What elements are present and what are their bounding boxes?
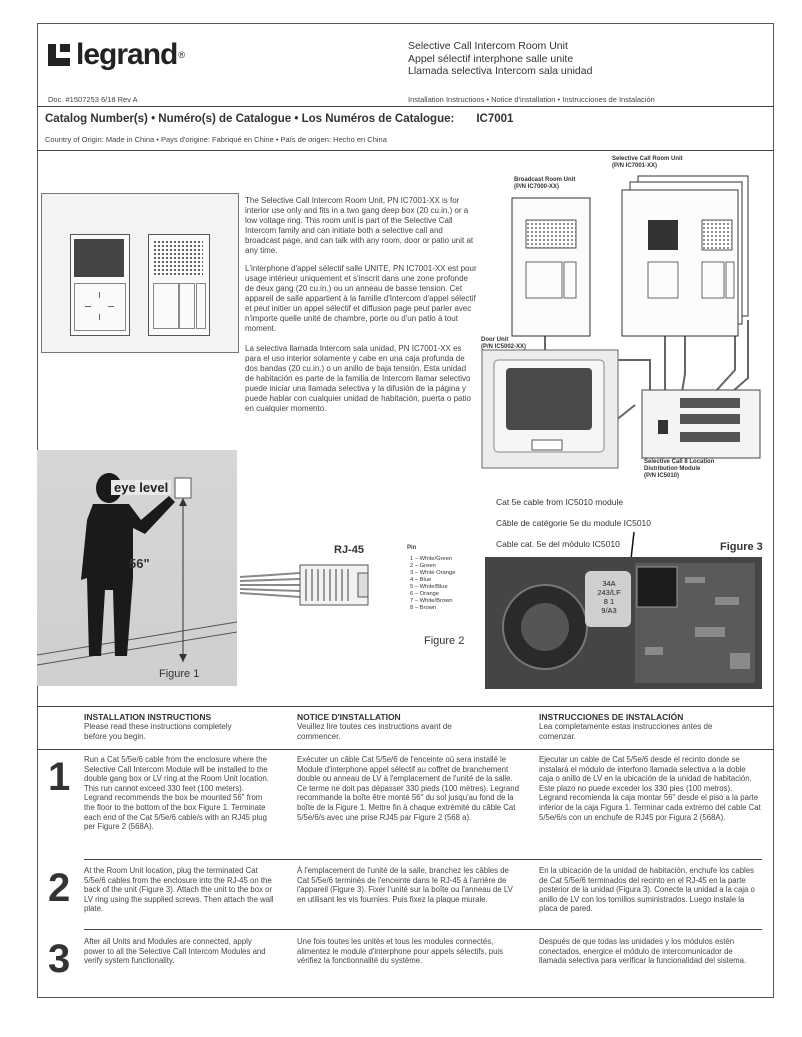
step-3-en: After all Units and Modules are connected, apply power to all the Selective Call Intercom Modules and verify system functionality. <box>84 937 266 966</box>
step-number: 1 <box>48 755 71 799</box>
description-en: The Selective Call Intercom Room Unit, PN IC7001-XX is for interior use only and fits in a two gang deep box (20 cu.in.) or a low voltage ring. This room unit is part of the Selective Call Intercom family and can initiate both a selective call and broadcast page, and can talk with any room, door or patio unit at any time. <box>245 196 474 255</box>
product-title <box>408 40 592 78</box>
step-2-es: En la ubicación de la unidad de habitación, enchufe los cables de Cat 5/5e/6 terminados del recinto en el RJ-45 en la parte posterior de la unidad (Figura 3). Conecte la unidad a la caja o anillo de LV con los tornillos suministrados. Luego instale la placa de pared. <box>539 866 755 914</box>
rj45-title: RJ-45 <box>334 544 364 556</box>
legrand-logo <box>48 38 185 72</box>
room-unit-front <box>70 234 130 336</box>
pin-item: 2 – Green <box>410 563 436 569</box>
step-2-en: At the Room Unit location, plug the terminated Cat 5/5e/6 cables from the enclosure into the RJ-45 on the back of the unit (Figure 3). Attach the unit to the box or LV ring using the supplied screws. Then attach the wall plate. <box>84 866 274 914</box>
product-photo <box>41 193 239 353</box>
divider <box>37 150 774 151</box>
door-unit-label: Door Unit (P/N IC5002-XX) <box>481 337 527 350</box>
figure-3-note-en: Cat 5e cable from IC5010 module <box>496 497 624 507</box>
distribution-module <box>642 390 760 458</box>
person-silhouette <box>81 473 175 656</box>
step-3-fr: Une fois toutes les unités et tous les modules connectés, alimentez le module d'interphone pour appels sélectifs, puis vérifiez la fonctionnalité du système. <box>297 937 504 966</box>
rj45-connector-illustration <box>240 555 400 615</box>
figure-1-caption: Figure 1 <box>159 668 200 680</box>
column-subheading: Veuillez lire toutes ces instructions avant de commencer. <box>297 722 452 741</box>
talk-button <box>179 283 195 329</box>
column-subheading: Please read these instructions completely before you begin. <box>84 722 232 741</box>
divider <box>37 706 774 707</box>
step-1-fr: Exécuter un câble Cat 5/5e/6 de l'enceinte où sera installé le Module d'interphone appel sélectif au coffret de branchement double ou anneau de LV à l'emplacement de l'unité de la salle. Ce terme ne doit pas dépasser 330 pieds (100 mètres). Legrand recommande la boîte être monté 56" du sol jusqu'au fond de la boîte de la Figure 1. Mettre fin à chaque extrémité du câble Cat 5/5e/6/s avec une prise RJ45 par Figure 2 (568 a). <box>297 755 519 822</box>
step-number: 2 <box>48 866 71 910</box>
figure-3-note-es: Cable cat. 5e del módulo IC5010 <box>496 539 620 549</box>
selective-unit-label: Selective Call Room Unit (P/N IC7001-XX) <box>612 156 683 169</box>
catalog-line <box>45 113 513 125</box>
title-fr: Appel sélectif interphone salle unite <box>408 52 574 65</box>
distribution-module-label: Selective Call 8 Location Distribution Module (P/N IC5010) <box>644 459 715 479</box>
height-dimension: 56" <box>129 556 150 571</box>
speaker-grille <box>74 239 124 277</box>
call-buttons <box>153 283 179 329</box>
column-heading: INSTALLATION INSTRUCTIONS <box>84 712 212 722</box>
catalog-number: IC7001 <box>476 113 514 125</box>
column-heading: NOTICE D'INSTALLATION <box>297 712 401 722</box>
divider <box>37 106 774 107</box>
location-buttons <box>196 283 206 329</box>
description-fr: L'interphone d'appel sélectif salle UNITE, PN IC7001-XX est pour usage intérieur uniquement et s'inscrit dans une zone profonde de deux gang (20 cu.in.) ou un anneau de basse tension. Cet appareil de salle appartient à la famille d'Intercom d'appel sélectif et peut initier un appel sélectif et diffusion page peut parler avec n'importe quelle unité de chambre, porte ou d'un patio à tout moment. <box>245 264 477 333</box>
pin-item: 7 – White/Brown <box>410 598 453 604</box>
legrand-logo-icon <box>48 44 70 66</box>
country-of-origin: Country of Origin: Made in China • Pays d'origine: Fabriqué en Chine • País de origen: Hecho en China <box>45 135 387 144</box>
divider <box>84 929 762 930</box>
broadcast-room-unit <box>512 198 590 336</box>
system-diagram <box>470 170 770 490</box>
instructions-col-en <box>84 712 284 741</box>
step-1-en: Run a Cat 5/5e/6 cable from the enclosure where the Selective Call Intercom Module will be installed to the double gang box or LV ring at the Room Unit location. This run cannot exceed 330 feet (100 meters). Legrand recommends the box be mounted 56" from the floor to the bottom of the box Figure 1. Terminate each end of the Cat 5/5e/6 cable/s with an RJ45 plug per Figure 2 (568A). <box>84 755 269 832</box>
description-es: La selectiva llamada Intercom sala unidad, PN IC7001-XX es para el uso interior solamente y cabe en una caja profunda de dos bandas (20 cu.in.) o un anillo de baja tensión. Esta unidad de habitación es parte de la familia de Intercom llamar selectivo puede iniciar una llamada selectiva y la difusión de la página y puede hablar con cualquier unidad de habitación, puerta o patio en cualquier momento. <box>245 344 471 413</box>
instructions-col-fr <box>297 712 497 741</box>
selective-room-units <box>622 176 748 336</box>
divider <box>37 749 774 750</box>
catalog-label: Catalog Number(s) • Numéro(s) de Catalogue • Los Numéros de Catalogue: <box>45 113 455 125</box>
figure-3-caption: Figure 3 <box>720 541 763 553</box>
step-3-es: Después de que todas las unidades y los módulos estén conectados, energice el módulo de intercomunicador de llamada selectiva para verificar la funcionalidad del sistema. <box>539 937 747 966</box>
divider <box>84 859 762 860</box>
brand-name: legrand <box>76 38 178 71</box>
capacitor-label: 34A 243/LF 8 1 9/A3 <box>597 579 621 615</box>
instructions-line: Installation Instructions • Notice d'installation • Instrucciones de Instalación <box>408 95 655 104</box>
step-2-fr: À l'emplacement de l'unité de la salle, branchez les câbles de Cat 5/5e/6 terminés de l'enceinte dans le RJ-45 à l'arrière de l'appareil (Figure 3). Fixer l'unité sur la boîte ou l'anneau de LV en utilisant les vis fournies. Puis fixez la plaque murale. <box>297 866 513 904</box>
door-unit <box>482 350 618 468</box>
step-1-es: Ejecutar un cable de Cat 5/5e/6 desde el recinto donde se instalará el módulo de interfono llamada selectiva a la doble caja o anillo de LV en la ubicación de la unidad de habitación. Este plazo no puede exceder los 330 pies (100 metros). Legrand recomienda la caja montar 56" desde el piso a la parte inferior de la caja Figura 1. Terminar cada extremo del cable Cat 5/5e/6/s con un enchufe de RJ45 por Figura 2 (568A). <box>539 755 761 822</box>
title-en: Selective Call Intercom Room Unit <box>408 40 568 52</box>
room-unit-selective <box>148 234 210 336</box>
step-number: 3 <box>48 937 71 981</box>
instructions-col-es <box>539 712 759 741</box>
pin-header: Pin <box>407 545 417 551</box>
eye-level-label: eye level <box>111 480 171 495</box>
registered-mark: ® <box>178 50 185 60</box>
figure-3-note-fr: Câble de catégorie 5e du module IC5010 <box>496 518 651 528</box>
broadcast-unit-label: Broadcast Room Unit (P/N IC7000-XX) <box>514 177 576 190</box>
pin-item: 3 – White Orange <box>410 570 456 576</box>
speaker-grille <box>153 240 203 276</box>
column-subheading: Lea completamente estas instrucciones antes de comenzar. <box>539 722 713 741</box>
figure-3-photo <box>485 557 762 689</box>
pin-item: 4 – Blue <box>410 577 432 583</box>
figure-2-caption: Figure 2 <box>424 635 465 647</box>
figure-1 <box>37 450 237 686</box>
doc-number: Doc. #1507253 6/18 Rev A <box>48 95 138 104</box>
pin-item: 8 – Brown <box>410 605 437 611</box>
pin-item: 6 – Orange <box>410 591 440 597</box>
pin-list <box>410 556 455 612</box>
column-heading: INSTRUCCIONES DE INSTALACIÓN <box>539 712 684 722</box>
title-es: Llamada selectiva Intercom sala unidad <box>408 65 593 77</box>
call-button <box>74 283 126 331</box>
pin-item: 1 – White/Green <box>410 556 453 562</box>
pin-item: 5 – White/Blue <box>410 584 448 590</box>
